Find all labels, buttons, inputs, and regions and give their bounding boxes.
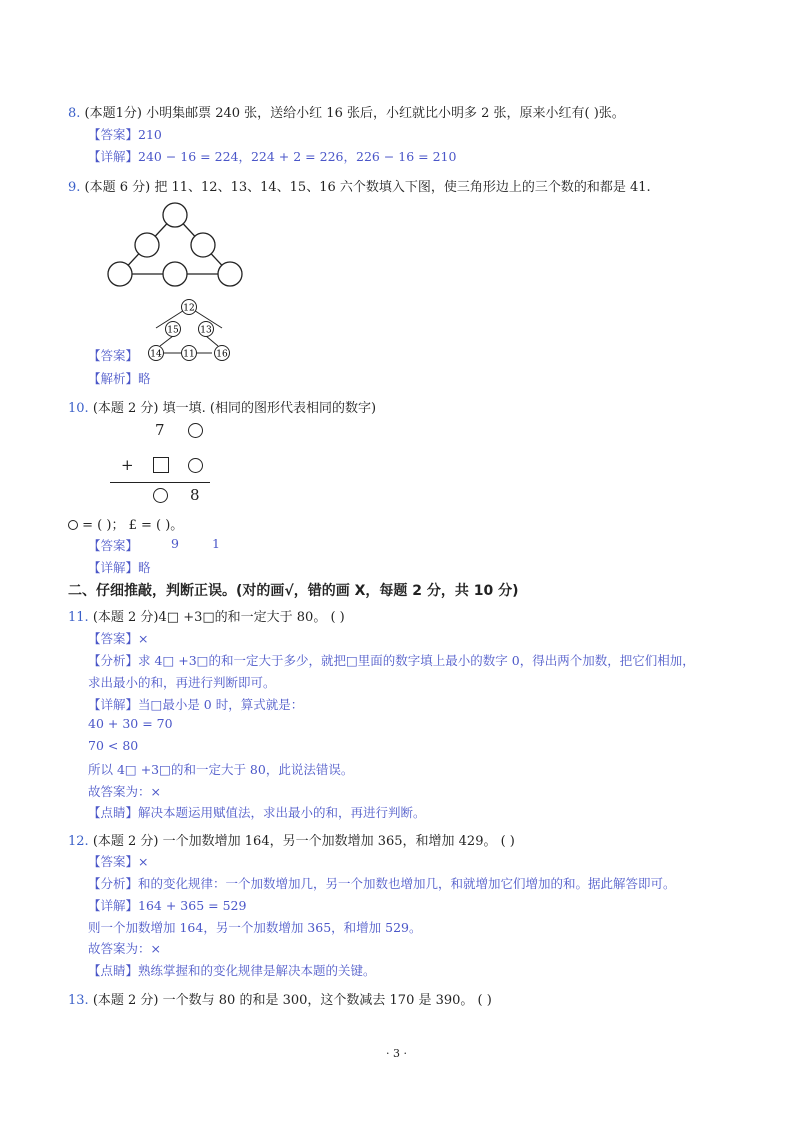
point-value: 解决本题运用赋值法，求出最小的和，再进行判断。 (138, 805, 426, 820)
q12-text: (本题 2 分) 一个加数增加 164，另一个加数增加 365，和增加 429。 ( ) (92, 834, 515, 849)
point-value: 熟练掌握和的变化规律是解决本题的关键。 (138, 963, 376, 978)
detail-value: 240 − 16 = 224，224 + 2 = 226，226 − 16 = 210 (138, 149, 457, 164)
page-number: · 3 · (386, 1047, 407, 1060)
q9-line (68, 176, 651, 195)
detail-value: 当□最小是 0 时，算式就是： (138, 697, 304, 712)
q13-line (68, 989, 492, 1008)
q11-detail-4: 所以 4□ +3□的和一定大于 80，此说法错误。 (88, 762, 354, 777)
q11-point (88, 803, 426, 821)
circle-icon (68, 520, 78, 530)
q12-answer (88, 852, 149, 870)
square-symbol (153, 457, 169, 473)
q11-detail-3: 70 < 80 (88, 738, 139, 753)
q12-detail-2: 则一个加数增加 164，另一个加数增加 365，和增加 529。 (88, 920, 422, 935)
detail-value: 164 + 365 = 529 (138, 898, 247, 913)
ans-bottom-right: 16 (216, 349, 228, 360)
analysis-tag: 【分析】 (88, 876, 139, 891)
detail-value: 略 (138, 560, 151, 575)
answer-value: × (138, 631, 149, 646)
q10-answer-a: 9 (171, 536, 179, 551)
q10-line (68, 397, 376, 416)
triangle-blank-diagram (100, 196, 250, 291)
q12-point (88, 961, 376, 979)
q10-text: (本题 2 分) 填一填. (相同的图形代表相同的数字) (92, 401, 377, 416)
answer-value: 210 (138, 127, 162, 142)
calc-underline (110, 482, 210, 483)
q11-detail-5: 故答案为：× (88, 784, 161, 799)
q12-detail-3: 故答案为：× (88, 941, 161, 956)
q11-line (68, 606, 345, 625)
q10-answer-b: 1 (212, 536, 220, 551)
q12-line (68, 830, 515, 849)
circle-symbol (153, 488, 168, 503)
q11-detail-2: 40 + 30 = 70 (88, 716, 173, 731)
analysis-value: 和的变化规律：一个加数增加几，另一个加数也增加几，和就增加它们增加的和。据此解答即可。 (138, 876, 676, 891)
q9-analysis (88, 369, 151, 387)
blank-circle-bottom-mid[interactable] (163, 262, 187, 286)
calc-plus: + (121, 456, 134, 474)
q12-detail-1 (88, 896, 246, 914)
blank-circle-bottom-right[interactable] (218, 262, 242, 286)
analysis-tag: 【分析】 (88, 653, 139, 668)
q12-number: 12. (68, 834, 89, 849)
blank-circle-right[interactable] (191, 233, 215, 257)
ans-bottom-left: 14 (150, 349, 162, 360)
circle-symbol (188, 423, 203, 438)
answer-tag: 【答案】 (88, 538, 139, 553)
blank-circle-bottom-left[interactable] (108, 262, 132, 286)
q11-number: 11. (68, 610, 89, 625)
q9-answer-tag: 【答案】 (88, 348, 139, 363)
q11-text: (本题 2 分)4□ +3□的和一定大于 80。 ( ) (92, 610, 345, 625)
q8-line (68, 102, 625, 121)
q11-answer (88, 629, 149, 647)
calc-row3-digit: 8 (190, 486, 200, 504)
ans-top: 12 (183, 303, 195, 314)
q8-detail (88, 147, 456, 165)
calc-row1-digit: 7 (155, 421, 165, 439)
q10-detail (88, 558, 151, 576)
q13-text: (本题 2 分) 一个数与 80 的和是 300，这个数减去 170 是 390。 ( ) (92, 993, 492, 1008)
q13-number: 13. (68, 993, 89, 1008)
analysis-value: 略 (138, 371, 151, 386)
detail-tag: 【详解】 (88, 697, 139, 712)
blank-circle-top[interactable] (163, 203, 187, 227)
answer-tag: 【答案】 (88, 127, 139, 142)
answer-tag: 【答案】 (88, 631, 139, 646)
triangle-answer-diagram (140, 296, 240, 364)
ans-bottom-mid: 11 (183, 349, 195, 360)
ans-right-mid: 13 (200, 325, 212, 336)
ans-left-mid: 15 (167, 325, 179, 336)
q10-number: 10. (68, 401, 89, 416)
q11-analysis-2: 求出最小的和，再进行判断即可。 (88, 675, 276, 690)
q8-answer (88, 125, 162, 143)
detail-tag: 【详解】 (88, 149, 139, 164)
q11-detail-1 (88, 695, 303, 713)
q8-text: (本题1分) 小明集邮票 240 张，送给小红 16 张后，小红就比小明多 2 张，原来小红有( )张。 (84, 106, 625, 121)
section-2-title: 二、仔细推敲，判断正误。(对的画√，错的画 X，每题 2 分，共 10 分) (68, 583, 519, 599)
q10-answer (88, 536, 138, 554)
analysis-tag: 【解析】 (88, 371, 139, 386)
point-tag: 【点睛】 (88, 805, 139, 820)
q8-number: 8. (68, 106, 81, 121)
detail-tag: 【详解】 (88, 560, 139, 575)
answer-tag: 【答案】 (88, 854, 139, 869)
analysis-value: 求 4□ +3□的和一定大于多少，就把□里面的数字填上最小的数字 0，得出两个加数，把它们相加， (138, 653, 695, 668)
answer-value: × (138, 854, 149, 869)
q11-analysis-1 (88, 651, 695, 669)
circle-symbol (188, 458, 203, 473)
detail-tag: 【详解】 (88, 898, 139, 913)
fill-b: £ = ( )。 (128, 518, 184, 533)
fill-a: = ( )； (82, 518, 125, 533)
q10-fill-line (68, 514, 183, 533)
q9-text: (本题 6 分) 把 11、12、13、14、15、16 六个数填入下图，使三角形边上的三个数的和都是 41. (84, 180, 651, 195)
q9-number: 9. (68, 180, 81, 195)
point-tag: 【点睛】 (88, 963, 139, 978)
blank-circle-left[interactable] (135, 233, 159, 257)
q12-analysis (88, 874, 676, 892)
